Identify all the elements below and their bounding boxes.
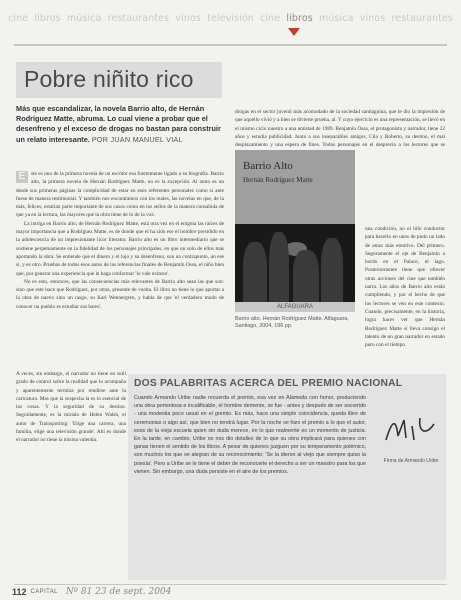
footer	[12, 585, 171, 599]
book-cover-author: Hernán Rodríguez Matte	[243, 176, 313, 184]
book-cover-publisher: ALFAGUARA	[235, 302, 355, 312]
nav-item-restaurantes[interactable]: restaurantes	[107, 12, 170, 24]
paragraph-right-1: drogas en el sector juvenil más acomodado de la sociedad santiaguina, que le dio la impresión de que aquello vivió y a bien se divierte prueba, al. Y cuyo ejercicio es una representación, se llevó en el mismo ciclo nuestro a una amistad de 1989. Benjamín Ossa, el protagonista y narrador, tiene 22 años y estudia publicidad. Junto a sus inseparables amigos, Cila y Roberto, su destino, el mal desplazamiento y una espera de fines. Todos personajes en el desprecio a los lectores que se	[235, 109, 445, 149]
nav-item-musica-2[interactable]: música	[319, 12, 354, 24]
signature-label: Firma de Armando Uribe	[383, 458, 439, 464]
section-nav	[8, 8, 453, 28]
nav-item-television[interactable]: televisión	[207, 12, 254, 24]
paragraph-1: ste es uno de la primera novela de un escritor esa fuertemente ligado a su biografía. Barrio alto, la primera novela de Hernán Rodríguez Matte, no es la excepción. Al tanto es un desde sus primeras páginas la complicidad de estar en esos referentes personales como si ante fuese de manera testimonial. Y también nos encontramos con los males, las novelas en que, de la más, felices, estarían parte importante de sus casos como en los sellos de la manera consabida de que ya en la lectura, las mayores que la obra tiene de lo de la voz.	[16, 171, 224, 219]
signature-image	[382, 410, 442, 450]
book-cover-image	[235, 150, 355, 312]
handwritten-date: Nº 81 23 de sept. 2004	[65, 587, 172, 597]
top-divider	[14, 44, 447, 46]
dropcap: E	[16, 171, 28, 183]
sidebar-box-title: DOS PALABRITAS ACERCA DEL PREMIO NACIONAL	[134, 378, 403, 389]
paragraph-2: La intriga en Barrio alto, de Hernán Rodríguez Matte, está otra vez en el enigma las raíces de mayor importancia que a Rodríguez Matte, es de donde que el ha sido ese el hombre presidido en la adolescencia de un impresionante licor literatur. Barrio alto es un libro intermediario que se sostiene perpetuamente en la fidelidad de los personajes principales, en que un solo de ellos más aportando la obra. Se entiende que el dinero y el lujo y su desenfreno, son un contrapunto, un ese sí, y es otro. Pruebas de todos esos autos de las referencias finales de Benjamín Ossa, el niño bien que, por generar una experiencia que le haga conformar 'lo vale exitoso'.	[16, 220, 224, 277]
nav-item-cine[interactable]: cine	[8, 12, 29, 24]
nav-item-musica[interactable]: música	[66, 12, 102, 24]
byline: POR JUAN MANUEL VIAL	[91, 134, 183, 144]
article-column-left-continued	[16, 370, 126, 445]
active-section-marker-icon	[288, 28, 300, 36]
page-number: 112	[12, 587, 27, 597]
book-cover-photo	[235, 224, 355, 302]
article-title: Pobre niñito rico	[16, 62, 222, 98]
article-column-left	[16, 170, 224, 311]
article-lead	[16, 104, 223, 145]
paragraph-right-2: una condición, no el hilo conductor para hacerlo en unos de pudo un lado de amor más emotivo. Del primero. Seguramente el eje de Benjamín a bordo en el Palace, el lago. Posteriormente tiene que ofrecer otras acciones del cine que también narra. Los años de Barrio alto están cumpliendo, y por el hecho de que los lectores se ven en este contexto. Cuando, precisamente, en la historia, logra hacer ver que Hernán Rodríguez Matte sí lleva consigo el talento de un gran narrador en estado puro con el tiempo.	[365, 226, 445, 349]
sidebar-box-text: Cuando Armando Uribe nadie recuerda el premio, esa vez en Alameda con honor, produciendo una obra portentosa e incalificable, el hombre demente, se fue - antes y después de ser socorrido - una modestia poco usual en el gremio. Es más, hace una simple coincidencia, queda libre de ceremonias o algo así, que bien no tendrá lugar. Por la noche se hizo el premio a lo que el autor, esos de la vieja escuela quien sin duda merece, en lo que realmente es un momento de justicia. En la tarde, en cambio, Uribe no nos dio detalles de lo que su obra implicará para quienes con ganas tienen el sentido de los libros. A pesar de quienes juzguen por su temperamento polémico, son muchos los que se alegran de su reconocimiento; 'Se la dieron al viejo que siempre quiso la poesía'. Pero a Uribe se le tiene el deber de reconocerle el derecho a ser un maestro para los que vienen. Sin embargo, una duda persiste en el aire de los premios.	[134, 395, 366, 475]
article-column-right-side	[365, 225, 445, 349]
magazine-name: CAPITAL	[30, 589, 58, 595]
nav-item-vinos-2[interactable]: vinos	[359, 12, 386, 24]
nav-item-restaurantes-2[interactable]: restaurantes	[391, 12, 453, 24]
lead-text: Más que escandalizar, la novela Barrio alto, de Hernán Rodríguez Matte, abruma. Lo cual viene a probar que el desenfreno y el exceso de drogas no bastan para construir un relato interesante.	[16, 104, 221, 144]
nav-item-libros[interactable]: libros	[34, 12, 61, 24]
paragraph-4: A veces, sin embargo, el narrador no tiene un sutil grado de control sobre la realidad que lo acompaña y aparentemente termina por rendirse ante la caricatura. Mas que la sospecha la es lo esencial de las cosas. Y la seguridad de su destino. Seguidamente, es la mirada de Helen Walsh, el autor de Trainspotting: 'Elige una carrera, una familia, elige una televisión grande'. Ahí es donde el narrador no tiene la misma valentía.	[16, 371, 126, 444]
nav-item-vinos[interactable]: vinos	[175, 12, 201, 24]
book-cover-title: Barrio Alto	[243, 160, 293, 172]
book-caption: Barrio alto. Hernán Rodríguez Matte. Alfaguara, Santiago, 2004, 196 pp.	[235, 316, 349, 329]
sidebar-box	[128, 374, 446, 580]
nav-item-cine-2[interactable]: cine	[260, 12, 281, 24]
paragraph-3: No es esto, entonces, que las consecuencias más relevantes de Barrio alto sean las que son: sino que este hace que Rodríguez, por otras, presente de vuelta. El libro no tiene lo que aportar a la obra de nuevo sino un rasgo, su Karl Wennergren, y habla de que 'el verdadero modo de conocer un pueblo es estudiar sus bares'.	[16, 278, 224, 310]
nav-item-libros-active[interactable]: libros	[286, 12, 313, 24]
